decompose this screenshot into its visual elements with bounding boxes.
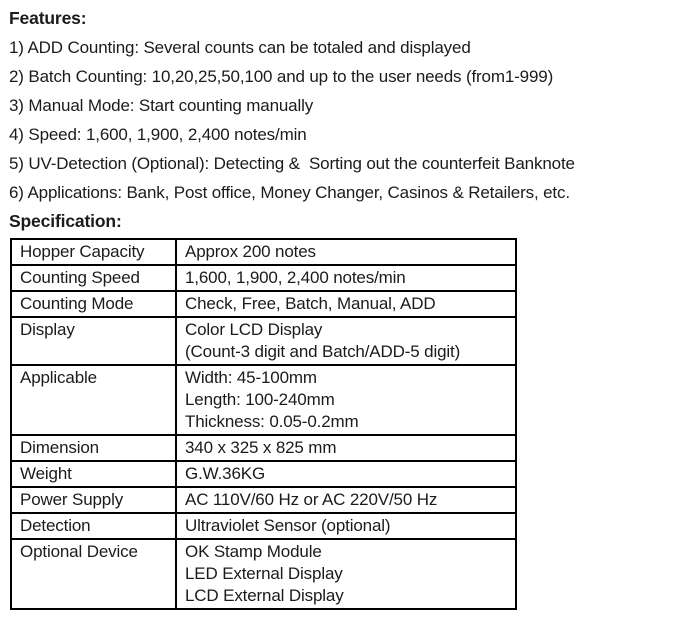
spec-value-line: LED External Display [185,564,343,583]
table-row [11,239,516,265]
specification-heading: Specification: [9,211,122,231]
spec-label-cell: Counting Speed [11,265,176,291]
intro-section [0,0,677,236]
features-heading: Features: [9,8,87,28]
spec-label-cell: Counting Mode [11,291,176,317]
feature-item: 3) Manual Mode: Start counting manually [9,96,314,115]
spec-value-line: Length: 100-240mm [185,390,335,409]
feature-item: 2) Batch Counting: 10,20,25,50,100 and up to the user needs (from1-999) [9,67,554,86]
spec-value-cell [176,513,516,539]
spec-value-line: Width: 45-100mm [185,368,317,387]
features-list [9,33,677,207]
spec-value-line: Check, Free, Batch, Manual, ADD [185,294,436,313]
specification-table-body [11,239,516,609]
spec-value-cell [176,435,516,461]
table-row [11,291,516,317]
table-row [11,365,516,435]
table-row [11,539,516,609]
spec-label-cell: Display [11,317,176,365]
spec-value-cell [176,461,516,487]
spec-label-cell: Dimension [11,435,176,461]
spec-value-line: 340 x 325 x 825 mm [185,438,337,457]
spec-value-line: 1,600, 1,900, 2,400 notes/min [185,268,406,287]
spec-value-line: Ultraviolet Sensor (optional) [185,516,391,535]
feature-item: 1) ADD Counting: Several counts can be totaled and displayed [9,38,471,57]
spec-value-cell [176,239,516,265]
table-row [11,513,516,539]
spec-value-line: AC 110V/60 Hz or AC 220V/50 Hz [185,490,438,509]
spec-value-line: Thickness: 0.05-0.2mm [185,412,359,431]
spec-value-cell [176,317,516,365]
feature-item: 6) Applications: Bank, Post office, Money Changer, Casinos & Retailers, etc. [9,183,570,202]
spec-label-cell: Optional Device [11,539,176,609]
feature-item: 4) Speed: 1,600, 1,900, 2,400 notes/min [9,125,307,144]
spec-value-line: (Count-3 digit and Batch/ADD-5 digit) [185,342,461,361]
table-row [11,317,516,365]
spec-value-line: LCD External Display [185,586,344,605]
feature-item: 5) UV-Detection (Optional): Detecting & Sorting out the counterfeit Banknote [9,154,575,173]
table-row [11,265,516,291]
table-row [11,435,516,461]
spec-label-cell: Detection [11,513,176,539]
spec-value-cell [176,487,516,513]
table-row [11,487,516,513]
spec-label-cell: Weight [11,461,176,487]
spec-value-line: G.W.36KG [185,464,266,483]
table-row [11,461,516,487]
spec-value-cell [176,539,516,609]
spec-value-line: Color LCD Display [185,320,323,339]
spec-label-cell: Power Supply [11,487,176,513]
spec-value-line: Approx 200 notes [185,242,316,261]
spec-label-cell: Hopper Capacity [11,239,176,265]
spec-value-cell [176,265,516,291]
spec-value-line: OK Stamp Module [185,542,322,561]
spec-label-cell: Applicable [11,365,176,435]
specification-table [10,238,517,610]
spec-value-cell [176,365,516,435]
spec-value-cell [176,291,516,317]
